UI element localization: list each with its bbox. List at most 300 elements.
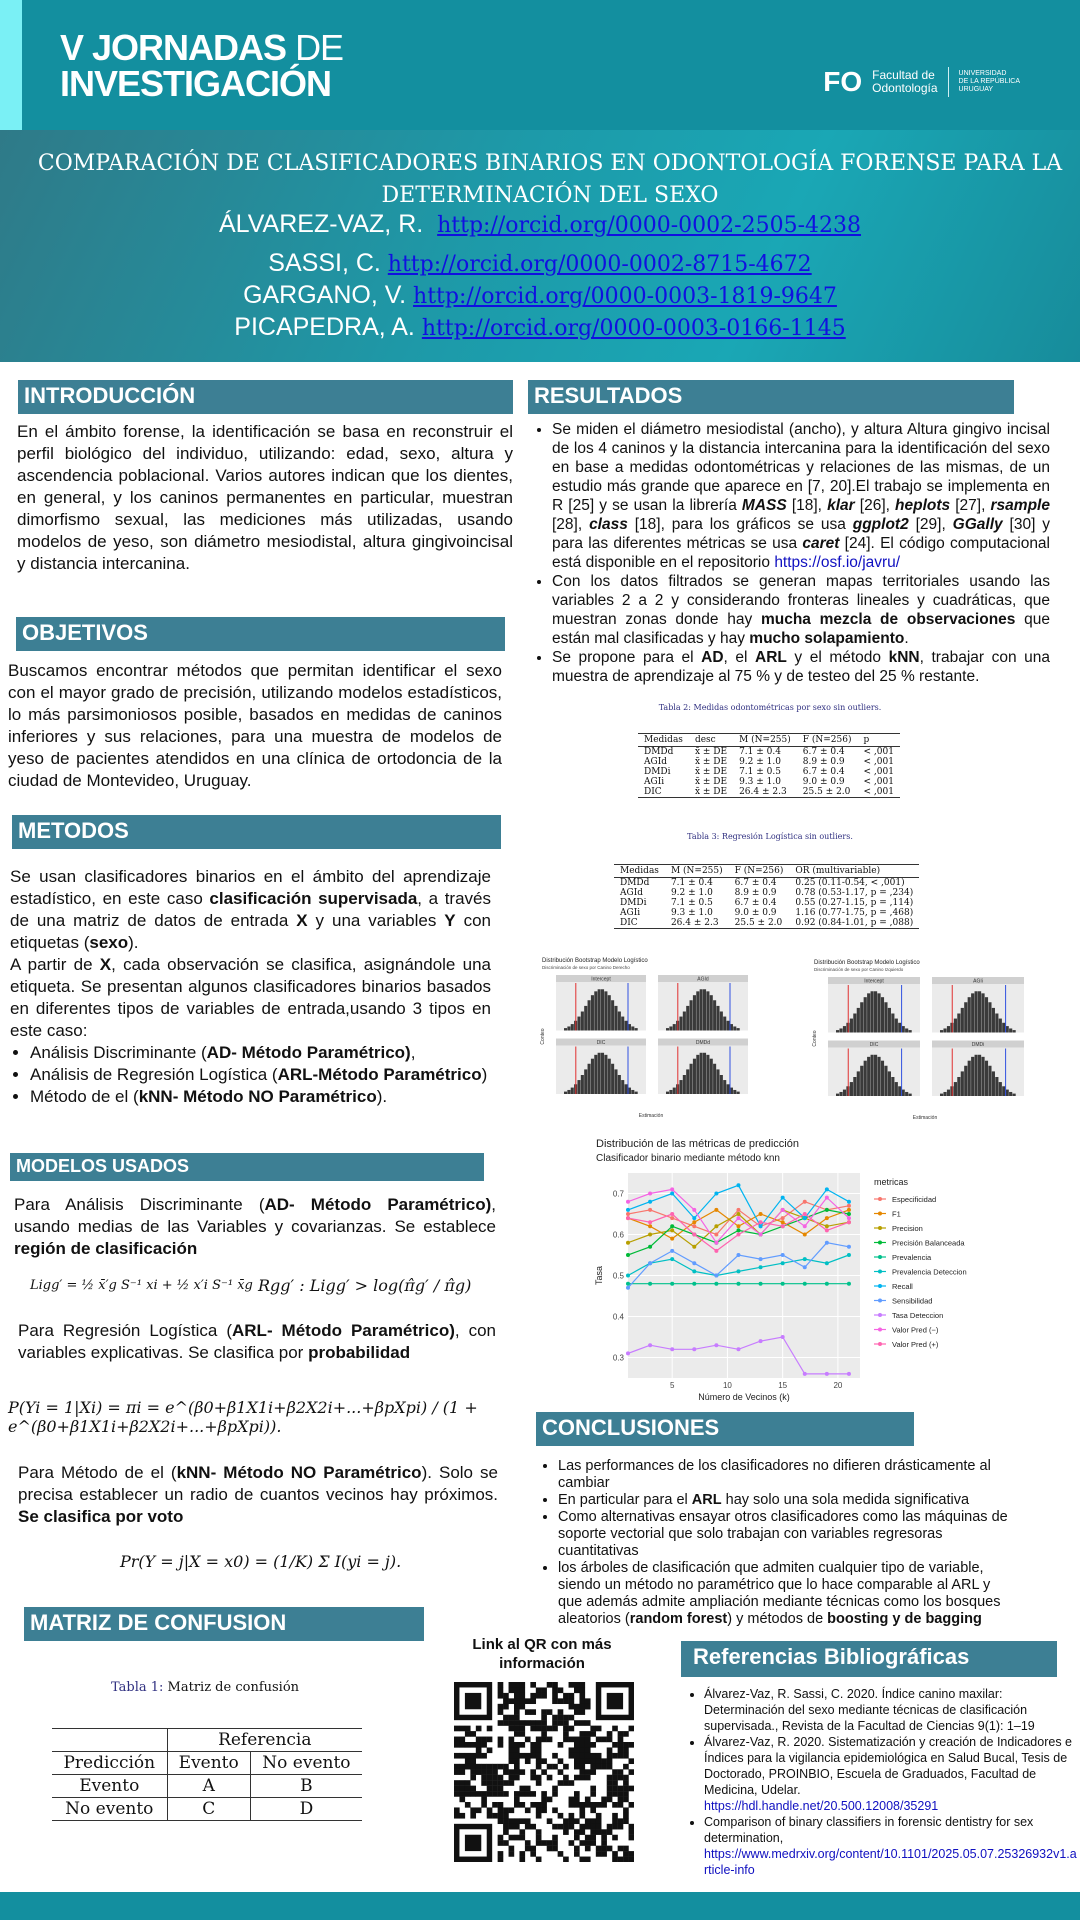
qr-module: [503, 1829, 509, 1835]
histogram-bar: [850, 1019, 853, 1033]
qr-module: [574, 1737, 580, 1743]
qr-module: [579, 1698, 585, 1704]
histogram-bar: [625, 1084, 628, 1094]
qr-module: [574, 1797, 580, 1803]
histogram-bar: [733, 1026, 736, 1030]
qr-module: [487, 1737, 493, 1743]
qr-module: [498, 1693, 504, 1699]
series-point: [781, 1216, 785, 1220]
qr-module: [618, 1797, 624, 1803]
series-point: [781, 1282, 785, 1286]
qr-module: [514, 1715, 520, 1721]
qr-module: [596, 1726, 602, 1732]
histogram-bar: [608, 1059, 611, 1094]
histogram-bar: [971, 1057, 974, 1096]
histogram-bar: [853, 1077, 856, 1096]
series-point: [759, 1339, 763, 1343]
qr-module: [601, 1764, 607, 1770]
series-point: [626, 1216, 630, 1220]
qr-module: [563, 1824, 569, 1830]
qr-module: [585, 1835, 591, 1841]
histogram-bar: [884, 1002, 887, 1032]
qr-module: [579, 1758, 585, 1764]
qr-module: [454, 1791, 460, 1797]
histogram-bar: [710, 1059, 713, 1094]
table-row: [614, 878, 919, 889]
series-point: [648, 1261, 652, 1265]
qr-module: [623, 1780, 629, 1786]
qr-module: [585, 1840, 591, 1846]
bootstrap-title: Distribución Bootstrap Modelo Logístico: [814, 960, 920, 966]
qr-module: [579, 1807, 585, 1813]
qr-module: [552, 1698, 558, 1704]
series-point: [759, 1212, 763, 1216]
qr-module: [579, 1682, 585, 1688]
list-item: • Álvarez-Vaz, R. Sassi, C. 2020. Índice canino maxilar: Determinación del sexo mediante técnicas de clasificación supervisada., Revista de la Facultad de Ciencias 9(1): 1–19: [704, 1686, 1080, 1734]
bootstrap-subtitle: Discriminación de sexo por Canino Izquierdo: [814, 967, 904, 972]
qr-module: [579, 1813, 585, 1819]
histogram-bar: [857, 1071, 860, 1096]
orcid-link-3[interactable]: http://orcid.org/0000-0003-1819-9647: [413, 284, 837, 309]
qr-module: [465, 1786, 471, 1792]
histogram-bar: [902, 1090, 905, 1096]
qr-module: [470, 1758, 476, 1764]
qr-module: [552, 1840, 558, 1846]
qr-module: [601, 1851, 607, 1857]
qr-module: [612, 1835, 618, 1841]
referencias-list: [684, 1686, 1080, 1878]
bootstrap-svg: [812, 957, 1038, 1120]
qr-module: [607, 1791, 613, 1797]
qr-module: [623, 1807, 629, 1813]
histogram-bar: [706, 1055, 709, 1094]
series-point: [825, 1282, 829, 1286]
qr-module: [618, 1737, 624, 1743]
qr-module: [492, 1775, 498, 1781]
series-point: [670, 1192, 674, 1196]
qr-module: [585, 1753, 591, 1759]
qr-module: [481, 1797, 487, 1803]
qr-module: [541, 1737, 547, 1743]
series-point: [714, 1192, 718, 1196]
qr-module: [487, 1813, 493, 1819]
qr-module: [492, 1802, 498, 1808]
series-point: [847, 1372, 851, 1376]
histogram-bar: [601, 989, 604, 1030]
qr-module: [569, 1682, 575, 1688]
histogram-bar: [693, 1059, 696, 1094]
table-cell: < ,001: [863, 747, 894, 757]
tabla3-table: [614, 864, 919, 929]
formula-ad-region: Rgg′ : Ligg′ > log(π̂g′ / π̂g): [258, 1276, 472, 1295]
qr-module: [569, 1840, 575, 1846]
qr-module: [612, 1818, 618, 1824]
series-point: [692, 1261, 696, 1265]
legend-entry: Sensibilidad: [892, 1296, 933, 1306]
series-point: [847, 1204, 851, 1208]
qr-module: [503, 1791, 509, 1797]
qr-module: [585, 1698, 591, 1704]
histogram-bar: [839, 1092, 842, 1096]
qr-module: [601, 1797, 607, 1803]
qr-module: [552, 1764, 558, 1770]
qr-module: [569, 1802, 575, 1808]
histogram-bar: [839, 1028, 842, 1032]
qr-module: [503, 1704, 509, 1710]
qr-module: [585, 1731, 591, 1737]
qr-module: [530, 1682, 536, 1688]
qr-module: [525, 1720, 531, 1726]
qr-module: [590, 1769, 596, 1775]
qr-module: [454, 1737, 460, 1743]
qr-code[interactable]: [454, 1682, 634, 1862]
faculty-logo-text: Facultad de Odontología: [872, 68, 938, 95]
histogram-bar: [635, 1092, 638, 1094]
qr-module: [541, 1715, 547, 1721]
qr-module: [470, 1791, 476, 1797]
qr-module: [514, 1797, 520, 1803]
histogram-bar: [843, 1090, 846, 1096]
qr-module: [514, 1791, 520, 1797]
qr-module: [623, 1764, 629, 1770]
metodos-heading: METODOS: [12, 815, 501, 849]
qr-module: [519, 1829, 525, 1835]
orcid-link-2[interactable]: http://orcid.org/0000-0002-8715-4672: [387, 252, 812, 277]
qr-module: [623, 1753, 629, 1759]
qr-module: [558, 1698, 564, 1704]
histogram-panel-label: DMDi: [971, 1042, 985, 1048]
qr-module: [629, 1742, 634, 1748]
qr-module: [585, 1747, 591, 1753]
series-point: [648, 1200, 652, 1204]
qr-module: [612, 1775, 618, 1781]
table-cell: 0.78 (0.53-1.17, p = ,234): [795, 888, 914, 898]
qr-module: [454, 1726, 460, 1732]
histogram-bar: [1006, 1090, 1009, 1096]
histogram-bar: [679, 1017, 682, 1031]
qr-module: [563, 1693, 569, 1699]
qr-module: [629, 1758, 634, 1764]
qr-module: [509, 1807, 515, 1813]
qr-module: [569, 1726, 575, 1732]
series-point: [692, 1245, 696, 1249]
series-point: [714, 1343, 718, 1347]
author-4: PICAPEDRA, A. http://orcid.org/0000-0003-0166-1145: [234, 313, 846, 341]
qr-module: [618, 1753, 624, 1759]
histogram-bar: [686, 1069, 689, 1094]
qr-module: [623, 1786, 629, 1792]
qr-module: [623, 1797, 629, 1803]
series-point: [736, 1253, 740, 1257]
qr-module: [470, 1775, 476, 1781]
table-cell: DMDd: [644, 747, 674, 757]
qr-module: [536, 1720, 542, 1726]
qr-module: [503, 1813, 509, 1819]
author-2: SASSI, C. http://orcid.org/0000-0002-8715-4672: [268, 249, 812, 277]
legend-swatch-point: [878, 1255, 882, 1259]
qr-module: [601, 1835, 607, 1841]
histogram-bar: [608, 995, 611, 1030]
histogram-bar: [978, 991, 981, 1032]
histogram-bar: [975, 1055, 978, 1096]
qr-module: [579, 1709, 585, 1715]
series-point: [714, 1274, 718, 1278]
qr-module: [612, 1851, 618, 1857]
qr-module: [569, 1780, 575, 1786]
qr-module: [498, 1813, 504, 1819]
qr-module: [459, 1791, 465, 1797]
qr-module: [481, 1742, 487, 1748]
qr-module: [612, 1802, 618, 1808]
table-cell: 9.3 ± 1.0: [670, 908, 713, 918]
series-point: [714, 1282, 718, 1286]
histogram-bar: [631, 1090, 634, 1094]
metodos-list: [10, 1042, 491, 1108]
qr-module: [569, 1704, 575, 1710]
qr-module: [552, 1791, 558, 1797]
qr-module: [590, 1731, 596, 1737]
qr-module: [596, 1764, 602, 1770]
histogram-bar: [700, 989, 703, 1030]
qr-module: [612, 1786, 618, 1792]
qr-module: [503, 1764, 509, 1770]
histogram-bar: [895, 1082, 898, 1096]
series-point: [692, 1347, 696, 1351]
qr-module: [514, 1835, 520, 1841]
histogram-bar: [614, 1006, 617, 1031]
qr-module: [590, 1807, 596, 1813]
table-cell: 26.4 ± 2.3: [665, 918, 729, 929]
histogram-bar: [618, 1075, 621, 1094]
histogram-bar: [940, 1030, 943, 1032]
histogram-bar: [611, 1000, 614, 1030]
qr-module: [607, 1829, 613, 1835]
reference-link[interactable]: https://www.medrxiv.org/content/10.1101/2025.05.07.25326932v1.article-info: [704, 1847, 1077, 1877]
qr-module: [618, 1802, 624, 1808]
matrix-ref-header: Referencia: [167, 1729, 362, 1752]
qr-module: [487, 1764, 493, 1770]
orcid-link-4[interactable]: http://orcid.org/0000-0003-0166-1145: [421, 316, 846, 341]
histogram-bar: [909, 1030, 912, 1032]
legend-swatch-point: [878, 1284, 882, 1288]
qr-module: [601, 1846, 607, 1852]
intro-heading: INTRODUCCIÓN: [18, 380, 513, 414]
series-point: [825, 1208, 829, 1212]
qr-module: [623, 1846, 629, 1852]
modelo-ad-text: Para Análisis Discriminante (AD- Método Paramétrico), usando medias de las Variables y covarianzas. Se establece región de clasificación: [14, 1195, 496, 1258]
qr-module: [498, 1737, 504, 1743]
matrix-row-header: Predicción: [63, 1753, 156, 1773]
x-tick-label: 20: [833, 1381, 843, 1390]
table-cell: 7.1 ± 0.5: [670, 898, 713, 908]
table-cell: 25.5 ± 2.0: [797, 787, 858, 798]
tabla3-header: OR (multivariable): [789, 865, 919, 878]
qr-module: [519, 1687, 525, 1693]
histogram-panel-label: DIC: [869, 1042, 879, 1048]
qr-module: [514, 1709, 520, 1715]
series-point: [736, 1228, 740, 1232]
y-tick-label: 0.5: [612, 1271, 624, 1281]
series-point: [847, 1200, 851, 1204]
qr-module: [552, 1807, 558, 1813]
table-row: [614, 918, 919, 929]
qr-module: [487, 1769, 493, 1775]
histogram-bar: [985, 1061, 988, 1096]
qr-module: [563, 1715, 569, 1721]
series-point: [736, 1224, 740, 1228]
series-point: [626, 1253, 630, 1257]
qr-module: [476, 1726, 482, 1732]
qr-module: [492, 1791, 498, 1797]
qr-module: [487, 1747, 493, 1753]
histogram-bar: [988, 1066, 991, 1096]
qr-module: [629, 1857, 634, 1862]
histogram-bar: [588, 1000, 591, 1030]
qr-module: [618, 1731, 624, 1737]
table-cell: AGIi: [644, 777, 665, 787]
qr-module: [552, 1846, 558, 1852]
histogram-bar: [673, 1024, 676, 1030]
qr-module: [574, 1758, 580, 1764]
table-row: [638, 747, 900, 758]
histogram-bar: [669, 1090, 672, 1094]
series-point: [692, 1269, 696, 1273]
histogram-bar: [867, 1057, 870, 1096]
qr-module: [579, 1769, 585, 1775]
table-cell: 7.1 ± 0.4: [670, 878, 713, 888]
reference-link[interactable]: https://hdl.handle.net/20.500.12008/35291: [704, 1799, 939, 1813]
histogram-bar: [836, 1030, 839, 1032]
qr-module: [481, 1802, 487, 1808]
histogram-bar: [577, 1080, 580, 1094]
histogram-bar: [857, 1008, 860, 1033]
list-item: • Las performances de los clasificadores no difieren drásticamente al cambiar: [558, 1458, 1008, 1492]
qr-module: [629, 1786, 634, 1792]
qr-module: [541, 1807, 547, 1813]
histogram-bar: [700, 1053, 703, 1094]
qr-module: [498, 1780, 504, 1786]
qr-module: [547, 1846, 553, 1852]
resultados-heading: RESULTADOS: [528, 380, 1014, 414]
qr-module: [585, 1720, 591, 1726]
series-point: [803, 1200, 807, 1204]
series-point: [736, 1282, 740, 1286]
qr-module: [509, 1698, 515, 1704]
legend-swatch-point: [878, 1212, 882, 1216]
qr-module: [492, 1813, 498, 1819]
qr-module: [569, 1797, 575, 1803]
qr-module: [612, 1780, 618, 1786]
histogram-bar: [604, 991, 607, 1030]
qr-module: [574, 1818, 580, 1824]
qr-module: [590, 1742, 596, 1748]
histogram-bar: [635, 1028, 638, 1030]
x-tick-label: 5: [669, 1381, 675, 1390]
series-point: [670, 1216, 674, 1220]
qr-module: [476, 1769, 482, 1775]
qr-module: [503, 1807, 509, 1813]
qr-module: [629, 1726, 634, 1732]
qr-module: [552, 1726, 558, 1732]
qr-module: [574, 1846, 580, 1852]
qr-module: [470, 1753, 476, 1759]
qr-module: [514, 1731, 520, 1737]
histogram-bar: [891, 1077, 894, 1096]
legend-entry: Especificidad: [892, 1195, 937, 1204]
qr-module: [585, 1818, 591, 1824]
qr-module: [514, 1764, 520, 1770]
qr-module: [530, 1742, 536, 1748]
qr-module: [498, 1791, 504, 1797]
qr-module: [574, 1835, 580, 1841]
qr-module: [476, 1764, 482, 1770]
qr-module: [541, 1840, 547, 1846]
qr-module: [459, 1764, 465, 1770]
qr-module: [607, 1764, 613, 1770]
qr-module: [465, 1726, 471, 1732]
qr-module: [569, 1737, 575, 1743]
qr-module: [509, 1715, 515, 1721]
qr-module: [563, 1737, 569, 1743]
qr-module: [481, 1737, 487, 1743]
table-row: [638, 777, 900, 787]
histogram-bar: [988, 1002, 991, 1032]
qr-module: [530, 1726, 536, 1732]
series-point: [781, 1208, 785, 1212]
series-point: [803, 1216, 807, 1220]
histogram-bar: [943, 1028, 946, 1032]
qr-module: [569, 1693, 575, 1699]
histogram-bar: [954, 1019, 957, 1033]
series-point: [825, 1228, 829, 1232]
histogram-bar: [716, 1069, 719, 1094]
qr-module: [541, 1769, 547, 1775]
series-point: [847, 1216, 851, 1220]
table-cell: 7.1 ± 0.4: [739, 747, 781, 757]
qr-module: [481, 1791, 487, 1797]
y-tick-label: 0.4: [612, 1312, 624, 1322]
qr-module: [569, 1747, 575, 1753]
qr-module: [465, 1764, 471, 1770]
tabla3-header: F (N=256): [729, 865, 790, 878]
qr-module: [536, 1737, 542, 1743]
qr-module: [498, 1802, 504, 1808]
qr-module: [525, 1840, 531, 1846]
list-item: • Método de el (kNN- Método NO Paramétrico).: [30, 1086, 491, 1108]
histogram-bar: [584, 1069, 587, 1094]
histogram-bar: [591, 995, 594, 1030]
qr-module: [514, 1802, 520, 1808]
table-row: [614, 908, 919, 918]
histogram-bar: [995, 1077, 998, 1096]
qr-module: [623, 1775, 629, 1781]
qr-module: [612, 1813, 618, 1819]
qr-module: [498, 1720, 504, 1726]
qr-module: [519, 1693, 525, 1699]
qr-module: [530, 1753, 536, 1759]
qr-module: [536, 1802, 542, 1808]
histogram-bar: [588, 1064, 591, 1094]
qr-module: [563, 1857, 569, 1862]
qr-module: [487, 1786, 493, 1792]
qr-module: [618, 1791, 624, 1797]
qr-module: [590, 1824, 596, 1830]
histogram-bar: [867, 993, 870, 1032]
qr-module: [585, 1824, 591, 1830]
qr-module: [519, 1857, 525, 1862]
orcid-link-1[interactable]: http://orcid.org/0000-0002-2505-4238: [437, 213, 861, 238]
repository-link[interactable]: https://osf.io/javru/: [774, 554, 901, 571]
